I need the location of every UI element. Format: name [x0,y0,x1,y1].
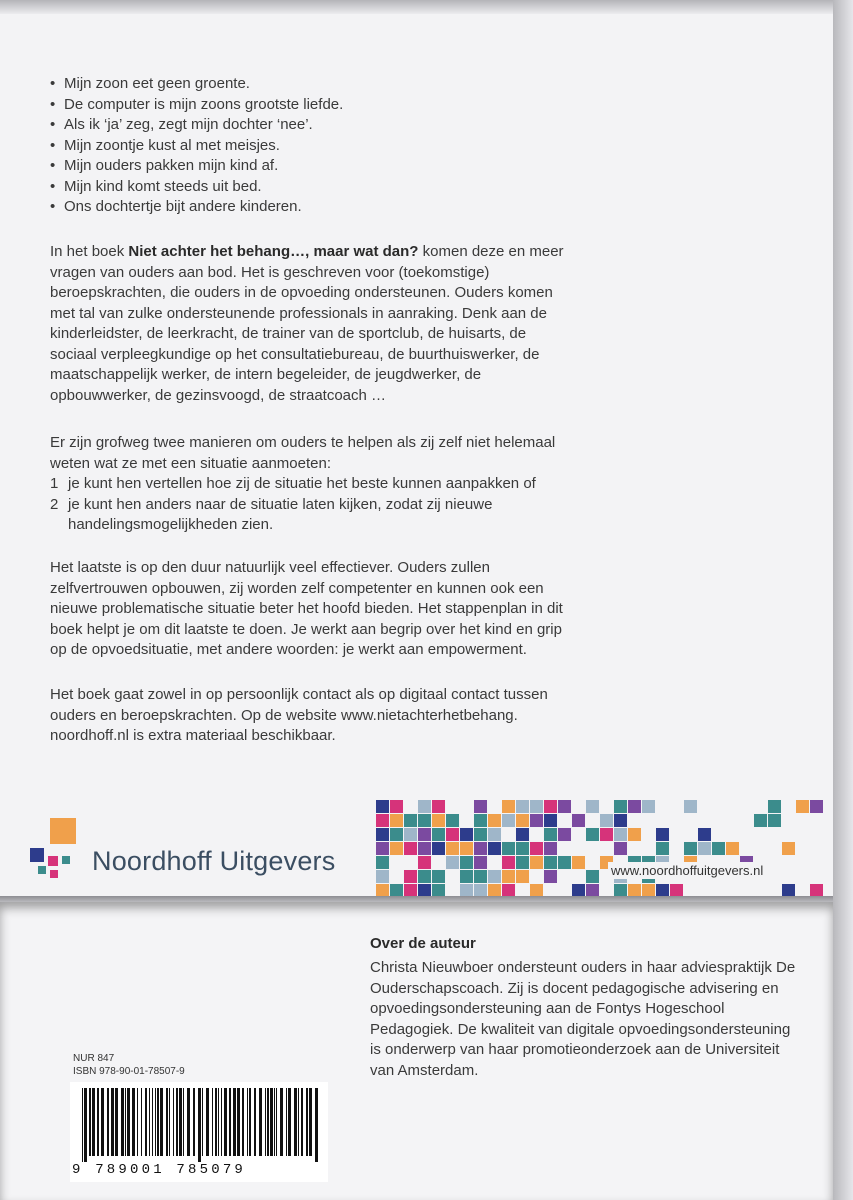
barcode-bar [259,1088,262,1156]
mosaic-square [446,856,459,869]
barcode-bar [221,1088,222,1156]
numbered-item [50,495,570,536]
mosaic-square [474,870,487,883]
mosaic-square [600,814,613,827]
question-bullet-list [50,74,570,218]
mosaic-square [418,828,431,841]
barcode-bar [280,1088,283,1156]
mosaic-square [432,800,445,813]
mosaic-square [782,842,795,855]
mosaic-square [544,842,557,855]
mosaic-square [376,800,389,813]
item-number: 2 [50,495,59,513]
mosaic-square [432,828,445,841]
barcode-bar [149,1088,150,1156]
mosaic-square [684,800,697,813]
mosaic-square [796,800,809,813]
nur-code: NUR 847 [73,1053,115,1064]
mosaic-square [544,828,557,841]
barcode-bar [198,1088,201,1162]
mosaic-square [488,828,501,841]
barcode-icon [78,1088,322,1162]
intro-rest: komen deze en meer vragen van ouders aan bod. Het is geschreven voor (toekomstige) beroepskrachten, die ouders in de opvoeding ondersteunen. Ouders komen met tal van zulke ondersteunende professionals in aanraking. Denk aan de kinderleidster, de leerkracht, de trainer van de sportclub, de huisarts, de sociaal verpleegkundige op het consultatiebureau, de buurthuiswerker, de maatschappelijk werker, de intern begeleider, de jeugdwerker, de opbouwwerker, de gezinsvoogd, de straatcoach … [50,243,564,404]
barcode-bar [187,1088,190,1156]
numbered-list [50,474,570,536]
mosaic-square [516,800,529,813]
barcode-bar [254,1088,256,1156]
barcode-bar [288,1088,291,1156]
mosaic-square [684,842,697,855]
mosaic-square [698,842,711,855]
mosaic-square [502,800,515,813]
mosaic-square [586,800,599,813]
barcode-bar [173,1088,174,1156]
mosaic-square [810,800,823,813]
publisher-name: Noordhoff Uitgevers [92,846,336,876]
barcode-bar [137,1088,138,1156]
barcode-bar [152,1088,153,1156]
barcode-bar [233,1088,236,1156]
mosaic-square [460,842,473,855]
bullet-item: • Mijn kind komt steeds uit bed. [50,177,570,198]
barcode-bar [166,1088,168,1156]
mosaic-square [530,814,543,827]
mosaic-square [376,828,389,841]
mosaic-square [516,842,529,855]
mosaic-square [376,814,389,827]
barcode-bar [115,1088,118,1156]
barcode-bar [82,1088,83,1162]
mosaic-square [474,828,487,841]
mosaic-square [390,814,403,827]
item-text: je kunt hen vertellen hoe zij de situatie het beste kunnen aanpakken of [68,475,536,492]
mosaic-square [446,842,459,855]
barcode-bar [229,1088,231,1156]
barcode-bar [315,1088,318,1162]
mosaic-square [418,856,431,869]
isbn-code: ISBN 978-90-01-78507-9 [73,1065,185,1077]
barcode-bar [89,1088,91,1156]
mosaic-square [474,856,487,869]
book-title: Niet achter het behang…, maar wat dan? [128,243,419,260]
mosaic-square [460,870,473,883]
mosaic-square [390,842,403,855]
mosaic-square [558,828,571,841]
barcode-bar [125,1088,126,1156]
mosaic-square [474,814,487,827]
intro-paragraph [50,242,570,406]
bullet-item: • De computer is mijn zoons grootste liefde. [50,95,570,116]
mosaic-square [586,828,599,841]
barcode-bar [276,1088,277,1156]
barcode-bar [270,1088,273,1156]
mosaic-square [544,814,557,827]
mosaic-square [446,828,459,841]
mosaic-square [404,870,417,883]
barcode-bar [111,1088,114,1156]
bullet-item: • Mijn ouders pakken mijn kind af. [50,156,570,177]
bullet-item: • Mijn zoontje kust al met meisjes. [50,136,570,157]
mosaic-square [488,814,501,827]
barcode-bar [294,1088,297,1156]
mosaic-square [642,800,655,813]
barcode-bar [127,1088,130,1156]
mosaic-square [698,828,711,841]
mosaic-pattern [376,800,836,900]
mosaic-square [474,800,487,813]
barcode-bar [160,1088,163,1156]
mosaic-square [530,800,543,813]
mosaic-square [460,828,473,841]
barcode-bar [218,1088,219,1156]
mosaic-square [628,800,641,813]
mosaic-square [558,856,571,869]
barcode-bar [97,1088,99,1156]
mosaic-square [404,828,417,841]
mosaic-square [432,814,445,827]
mosaic-square [614,800,627,813]
mosaic-square [432,842,445,855]
manieren-block [50,433,570,536]
mosaic-square [516,856,529,869]
mosaic-square [726,842,739,855]
barcode-bar [274,1088,275,1156]
barcode-bar [155,1088,156,1156]
mosaic-square [460,856,473,869]
contact-paragraph: Het boek gaat zowel in op persoonlijk contact als op digitaal contact tussen ouders en beroepskrachten. Op de website www.nietachterhetbehang. noordhoff.nl is extra materiaal beschikbaar. [50,686,548,744]
mosaic-square [502,856,515,869]
mosaic-square [558,800,571,813]
barcode-bar [132,1088,135,1156]
mosaic-square [404,814,417,827]
mosaic-square [502,814,515,827]
mosaic-square [614,814,627,827]
mosaic-square [754,814,767,827]
intro-prefix: In het boek [50,243,129,260]
barcode-bar [107,1088,109,1156]
mosaic-square [600,828,613,841]
mosaic-square [572,814,585,827]
mosaic-square [628,828,641,841]
barcode-bar [84,1088,87,1162]
barcode-bar [215,1088,217,1156]
mosaic-square [418,814,431,827]
mosaic-square [712,842,725,855]
publisher-website: www.noordhoffuitgevers.nl [608,862,766,879]
barcode-bar [298,1088,299,1156]
mosaic-square [530,856,543,869]
barcode-bar [101,1088,104,1156]
mosaic-square [488,842,501,855]
mosaic-square [390,828,403,841]
bullet-item: • Als ik ‘ja’ zeg, zegt mijn dochter ‘nee’. [50,115,570,136]
barcode-bar [267,1088,269,1156]
page-edge-right [833,0,853,1200]
barcode-bar [179,1088,182,1156]
item-text: je kunt hen anders naar de situatie laten kijken, zodat zij nieuwe handelingsmogelijkheden zien. [68,495,493,533]
barcode-bar [237,1088,240,1156]
mosaic-square [418,842,431,855]
page-edge-top [0,0,853,14]
bullet-item: • Ons dochtertje bijt andere kinderen. [50,197,570,218]
mosaic-square [614,842,627,855]
mosaic-square [544,856,557,869]
author-heading: Over de auteur [370,935,476,952]
barcode-bar [242,1088,244,1156]
mosaic-square [768,814,781,827]
barcode-bar [265,1088,266,1156]
mosaic-square [572,856,585,869]
mosaic-square [530,842,543,855]
mosaic-square [474,842,487,855]
mosaic-square [488,870,501,883]
mosaic-square [516,814,529,827]
barcode-bar [249,1088,251,1156]
author-bio: Christa Nieuwboer ondersteunt ouders in haar adviespraktijk De Ouderschapscoach. Zij is docent pedagogische advisering en opvoedingsondersteuning aan de Fontys Hogeschool Pedagogiek. De kwaliteit van digitale opvoedingsondersteuning is onderwerp van haar promotieonderzoek aan de Universiteit van Amsterdam. [370,959,796,1079]
mosaic-square [432,870,445,883]
noordhoff-logo-icon [28,818,98,888]
mosaic-square [418,870,431,883]
mosaic-square [390,800,403,813]
mosaic-square [502,870,515,883]
effectiviteit-paragraph: Het laatste is op den duur natuurlijk veel effectiever. Ouders zullen zelfvertrouwen opbouwen, zij worden zelf competenter en kunnen ook een nieuwe problematische situatie beter het hoofd bieden. Het stappenplan in dit boek helpt je om dit laatste te doen. Je werkt aan begrip over het kind en grip op de opvoedsituatie, met andere woorden: je werkt aan empowerment. [50,559,563,658]
barcode-bar [212,1088,213,1156]
mosaic-square [586,870,599,883]
barcode-bar [157,1088,159,1156]
mosaic-square [376,870,389,883]
barcode-digits: 9 789001 785079 [72,1162,247,1178]
mosaic-square [376,842,389,855]
bullet-item: • Mijn zoon eet geen groente. [50,74,570,95]
barcode-bar [141,1088,142,1156]
barcode-bar [169,1088,170,1156]
mosaic-square [614,828,627,841]
mosaic-square [544,870,557,883]
barcode-bar [193,1088,195,1156]
mosaic-square [446,814,459,827]
barcode-bar [176,1088,178,1156]
mosaic-square [768,800,781,813]
mosaic-square [516,870,529,883]
barcode-bar [286,1088,287,1156]
manieren-lead: Er zijn grofweg twee manieren om ouders te helpen als zij zelf niet helemaal weten wat ze met een situatie aanmoeten: [50,434,556,472]
numbered-item [50,474,570,495]
book-codes [73,1053,185,1078]
barcode-bar [202,1088,203,1156]
barcode-bar [247,1088,248,1156]
barcode-bar [309,1088,312,1156]
mosaic-square [404,842,417,855]
mosaic-square [516,828,529,841]
mosaic-square [502,842,515,855]
barcode-bar [92,1088,95,1156]
barcode-bar [121,1088,124,1156]
barcode-bar [306,1088,308,1156]
mosaic-square [418,800,431,813]
barcode-bar [183,1088,184,1156]
mosaic-square [376,856,389,869]
barcode-bar [145,1088,147,1156]
mosaic-square [656,828,669,841]
mosaic-square [544,800,557,813]
barcode-bar [224,1088,227,1156]
item-number: 1 [50,475,59,492]
barcode-box [70,1082,328,1182]
mosaic-square [656,842,669,855]
barcode-bar [206,1088,209,1156]
barcode-bar [301,1088,303,1156]
